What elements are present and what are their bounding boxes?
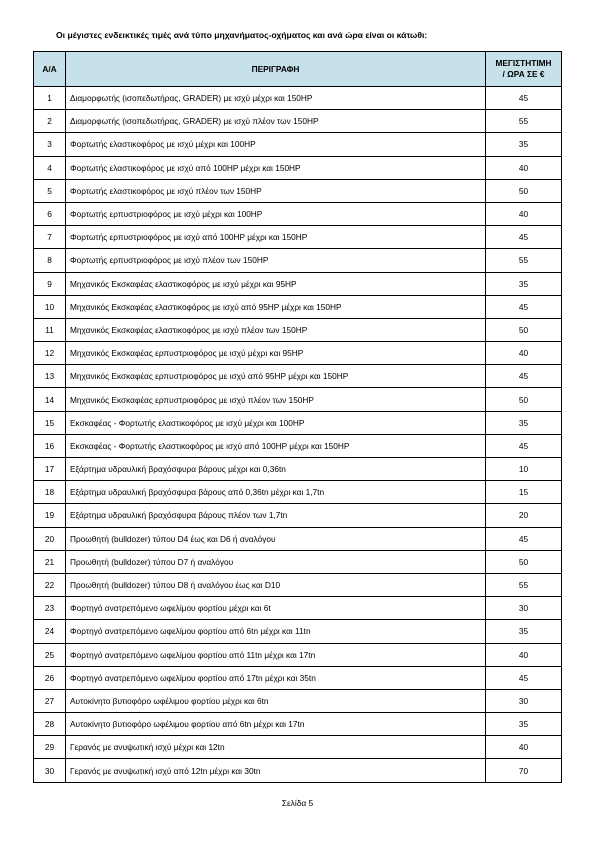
row-number: 18 (34, 481, 66, 504)
row-description: Φορτωτής ελαστικοφόρος με ισχύ μέχρι και 100HP (66, 133, 486, 156)
table-row (34, 458, 562, 481)
page-number: Σελίδα 5 (281, 798, 314, 808)
row-price: 40 (486, 736, 562, 759)
row-price: 50 (486, 318, 562, 341)
header-price-line2: / ΩΡΑ ΣΕ € (502, 69, 545, 79)
row-number: 25 (34, 643, 66, 666)
row-description: Φορτωτής ελαστικοφόρος με ισχύ πλέον των 150HP (66, 179, 486, 202)
row-price: 20 (486, 504, 562, 527)
row-price: 35 (486, 411, 562, 434)
row-number: 26 (34, 666, 66, 689)
table-row (34, 434, 562, 457)
row-price: 55 (486, 249, 562, 272)
row-description: Εξάρτημα υδραυλική βραχόσφυρα βάρους από 0,36tn μέχρι και 1,7tn (66, 481, 486, 504)
row-number: 2 (34, 110, 66, 133)
table-row (34, 388, 562, 411)
row-price: 35 (486, 620, 562, 643)
row-description: Εκσκαφέας - Φορτωτής ελαστικοφόρος με ισχύ από 100HP μέχρι και 150HP (66, 434, 486, 457)
row-price: 30 (486, 597, 562, 620)
table-row (34, 365, 562, 388)
row-description: Μηχανικός Εκσκαφέας ελαστικοφόρος με ισχύ από 95HP μέχρι και 150HP (66, 295, 486, 318)
table-row (34, 666, 562, 689)
page-heading: Οι μέγιστες ενδεικτικές τιμές ανά τύπο μηχανήματος-οχήματος και ανά ώρα είναι οι κάτωθι: (56, 30, 428, 40)
row-description: Φορτωτής ερπυστριοφόρος με ισχύ μέχρι και 100HP (66, 202, 486, 225)
row-number: 29 (34, 736, 66, 759)
row-price: 55 (486, 573, 562, 596)
row-description: Προωθητή (bulldozer) τύπου D7 ή αναλόγου (66, 550, 486, 573)
row-description: Φορτωτής ελαστικοφόρος με ισχύ από 100HP μέχρι και 150HP (66, 156, 486, 179)
row-price: 45 (486, 87, 562, 110)
row-number: 22 (34, 573, 66, 596)
table-row (34, 318, 562, 341)
row-number: 7 (34, 226, 66, 249)
row-price: 50 (486, 550, 562, 573)
table-row (34, 179, 562, 202)
row-number: 20 (34, 527, 66, 550)
row-description: Αυτοκίνητο βυτιοφόρο ωφέλιμου φορτίου μέχρι και 6tn (66, 689, 486, 712)
header-aa: Α/Α (34, 52, 66, 87)
row-description: Μηχανικός Εκσκαφέας ερπυστριοφόρος με ισχύ μέχρι και 95HP (66, 342, 486, 365)
row-number: 13 (34, 365, 66, 388)
row-description: Εξάρτημα υδραυλική βραχόσφυρα βάρους πλέον των 1,7tn (66, 504, 486, 527)
row-description: Διαμορφωτής (ισοπεδωτήρας, GRADER) με ισχύ πλέον των 150HP (66, 110, 486, 133)
row-price: 45 (486, 434, 562, 457)
row-price: 40 (486, 643, 562, 666)
table-row (34, 713, 562, 736)
row-description: Φορτηγό ανατρεπόμενο ωφελίμου φορτίου από 11tn μέχρι και 17tn (66, 643, 486, 666)
row-number: 15 (34, 411, 66, 434)
table-row (34, 87, 562, 110)
price-table (33, 51, 562, 783)
table-row (34, 110, 562, 133)
row-description: Αυτοκίνητο βυτιοφόρο ωφέλιμου φορτίου από 6tn μέχρι και 17tn (66, 713, 486, 736)
row-number: 1 (34, 87, 66, 110)
row-number: 6 (34, 202, 66, 225)
row-number: 5 (34, 179, 66, 202)
row-number: 23 (34, 597, 66, 620)
table-row (34, 573, 562, 596)
table-row (34, 759, 562, 782)
row-price: 40 (486, 342, 562, 365)
row-description: Μηχανικός Εκσκαφέας ελαστικοφόρος με ισχύ πλέον των 150HP (66, 318, 486, 341)
row-number: 12 (34, 342, 66, 365)
row-description: Μηχανικός Εκσκαφέας ελαστικοφόρος με ισχύ μέχρι και 95HP (66, 272, 486, 295)
row-description: Μηχανικός Εκσκαφέας ερπυστριοφόρος με ισχύ από 95HP μέχρι και 150HP (66, 365, 486, 388)
row-description: Φορτωτής ερπυστριοφόρος με ισχύ από 100HP μέχρι και 150HP (66, 226, 486, 249)
row-description: Γερανός με ανυψωτική ισχύ μέχρι και 12tn (66, 736, 486, 759)
row-description: Φορτηγό ανατρεπόμενο ωφελίμου φορτίου από 17tn μέχρι και 35tn (66, 666, 486, 689)
table-row (34, 156, 562, 179)
table-body (34, 87, 562, 783)
row-number: 4 (34, 156, 66, 179)
row-price: 35 (486, 133, 562, 156)
row-description: Εξάρτημα υδραυλική βραχόσφυρα βάρους μέχρι και 0,36tn (66, 458, 486, 481)
row-description: Φορτηγό ανατρεπόμενο ωφελίμου φορτίου από 6tn μέχρι και 11tn (66, 620, 486, 643)
row-price: 70 (486, 759, 562, 782)
row-number: 28 (34, 713, 66, 736)
row-description: Φορτωτής ερπυστριοφόρος με ισχύ πλέον των 150HP (66, 249, 486, 272)
row-number: 14 (34, 388, 66, 411)
row-number: 17 (34, 458, 66, 481)
header-price-line1: ΜΕΓΙΣΤΗΤΙΜΗ (495, 58, 552, 68)
row-price: 55 (486, 110, 562, 133)
table-row (34, 527, 562, 550)
row-number: 11 (34, 318, 66, 341)
row-description: Διαμορφωτής (ισοπεδωτήρας, GRADER) με ισχύ μέχρι και 150HP (66, 87, 486, 110)
table-row (34, 133, 562, 156)
table-row (34, 226, 562, 249)
row-description: Γερανός με ανυψωτική ισχύ από 12tn μέχρι και 30tn (66, 759, 486, 782)
row-price: 35 (486, 713, 562, 736)
row-description: Φορτηγό ανατρεπόμενο ωφελίμου φορτίου μέχρι και 6t (66, 597, 486, 620)
table-row (34, 411, 562, 434)
table-row (34, 249, 562, 272)
header-description: ΠΕΡΙΓΡΑΦΗ (66, 52, 486, 87)
row-price: 50 (486, 388, 562, 411)
row-number: 27 (34, 689, 66, 712)
row-description: Εκσκαφέας - Φορτωτής ελαστικοφόρος με ισχύ μέχρι και 100HP (66, 411, 486, 434)
row-price: 45 (486, 226, 562, 249)
table-row (34, 597, 562, 620)
row-number: 9 (34, 272, 66, 295)
table-row (34, 342, 562, 365)
table-row (34, 620, 562, 643)
row-number: 16 (34, 434, 66, 457)
table-row (34, 481, 562, 504)
table-row (34, 643, 562, 666)
table-row (34, 736, 562, 759)
row-price: 45 (486, 666, 562, 689)
row-price: 35 (486, 272, 562, 295)
table-row (34, 202, 562, 225)
row-description: Μηχανικός Εκσκαφέας ερπυστριοφόρος με ισχύ πλέον των 150HP (66, 388, 486, 411)
row-price: 40 (486, 156, 562, 179)
row-number: 10 (34, 295, 66, 318)
table-row (34, 689, 562, 712)
table-row (34, 550, 562, 573)
row-price: 45 (486, 365, 562, 388)
row-description: Προωθητή (bulldozer) τύπου D4 έως και D6 ή αναλόγου (66, 527, 486, 550)
row-price: 30 (486, 689, 562, 712)
row-description: Προωθητή (bulldozer) τύπου D8 ή αναλόγου έως και D10 (66, 573, 486, 596)
row-number: 21 (34, 550, 66, 573)
row-number: 8 (34, 249, 66, 272)
row-price: 45 (486, 295, 562, 318)
row-price: 45 (486, 527, 562, 550)
row-number: 24 (34, 620, 66, 643)
row-price: 15 (486, 481, 562, 504)
row-number: 30 (34, 759, 66, 782)
row-price: 40 (486, 202, 562, 225)
table-row (34, 295, 562, 318)
row-number: 3 (34, 133, 66, 156)
table-header-row (34, 52, 562, 87)
header-price (486, 52, 562, 87)
table-row (34, 504, 562, 527)
row-number: 19 (34, 504, 66, 527)
table-row (34, 272, 562, 295)
row-price: 10 (486, 458, 562, 481)
row-price: 50 (486, 179, 562, 202)
